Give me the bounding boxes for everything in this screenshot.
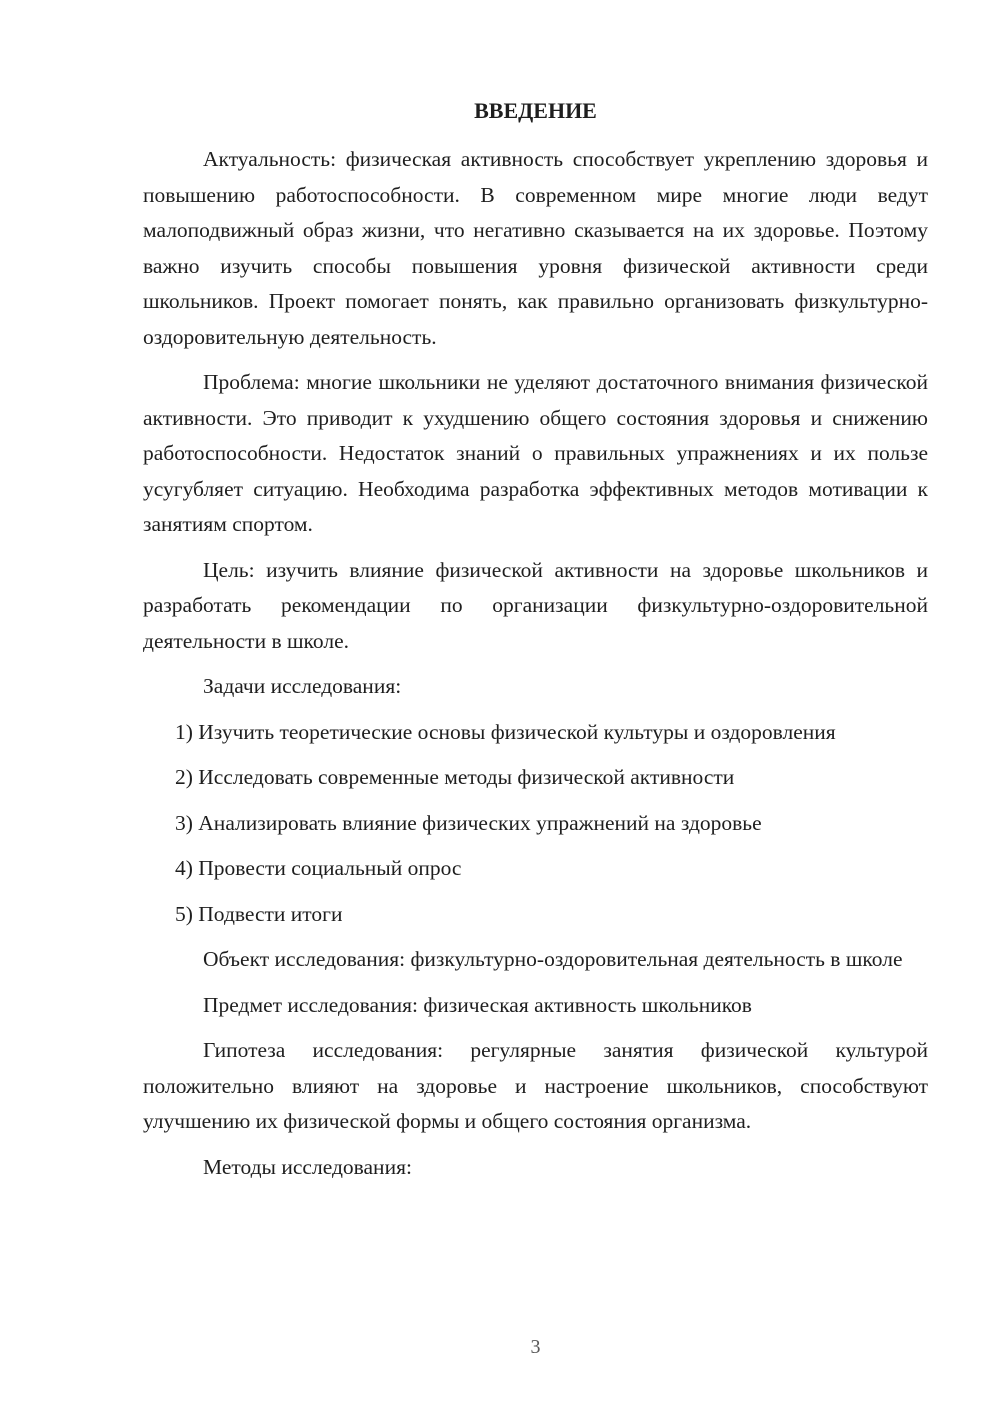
methods-heading: Методы исследования: xyxy=(203,1154,412,1179)
document-page xyxy=(143,0,928,1414)
page-title: ВВЕДЕНИЕ xyxy=(474,98,597,123)
task-item-1: 1) Изучить теоретические основы физической культуры и оздоровления xyxy=(175,719,836,744)
task-item-2: 2) Исследовать современные методы физической активности xyxy=(175,765,735,789)
task-item-4: 4) Провести социальный опрос xyxy=(175,856,462,880)
document-body xyxy=(143,142,928,1195)
page-number: 3 xyxy=(530,1336,541,1358)
tasks-heading: Задачи исследования: xyxy=(203,674,402,698)
hypothesis-paragraph: Гипотеза исследования: регулярные занятия физической культурой положительно влияют на здоровье и настроение школьников, способствуют улучшению их физической формы и общего состояния организма. xyxy=(143,1038,928,1133)
subject-paragraph: Предмет исследования: физическая активность школьников xyxy=(203,992,752,1017)
object-paragraph: Объект исследования: физкультурно-оздоровительная деятельность в школе xyxy=(203,947,903,971)
problem-paragraph: Проблема: многие школьники не уделяют достаточного внимания физической активности. Это приводит к ухудшению общего состояния здоровья и снижению работоспособности. Недостаток знаний о правильных упражнениях и их пользе усугубляет ситуацию. Необходима разработка эффективных методов мотивации к занятиям спортом. xyxy=(143,370,928,536)
task-item-3: 3) Анализировать влияние физических упражнений на здоровье xyxy=(175,810,762,835)
goal-paragraph: Цель: изучить влияние физической активности на здоровье школьников и разработать рекомендации по организации физкультурно-оздоровительной деятельности в школе. xyxy=(143,557,928,653)
relevance-paragraph: Актуальность: физическая активность способствует укреплению здоровья и повышению работоспособности. В современном мире многие люди ведут малоподвижный образ жизни, что негативно сказывается на их здоровье. Поэтому важно изучить способы повышения уровня физической активности среди школьников. Проект помогает понять, как правильно организовать физкультурно-оздоровительную деятельность. xyxy=(143,147,928,349)
task-item-5: 5) Подвести итоги xyxy=(175,901,343,926)
